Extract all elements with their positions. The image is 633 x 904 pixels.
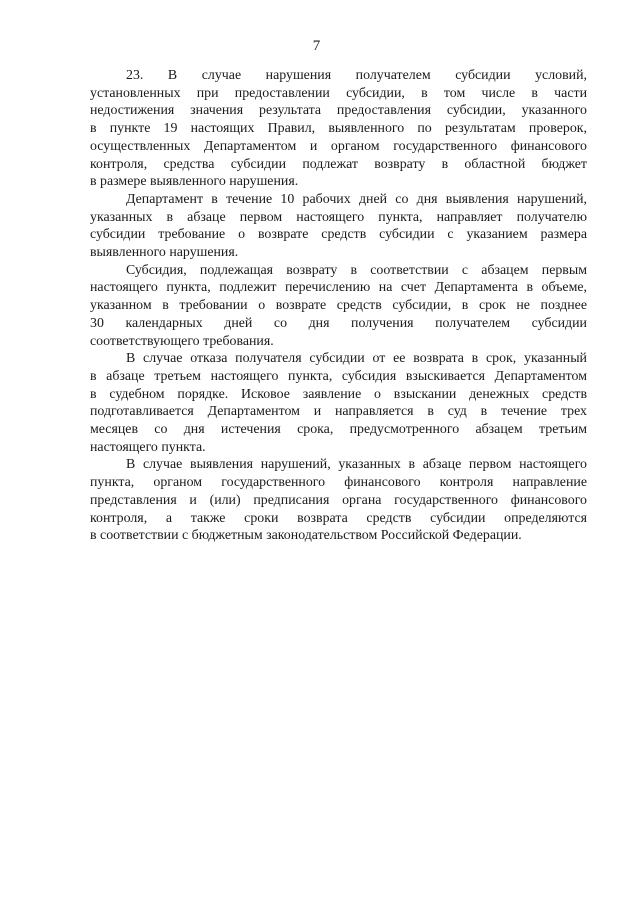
paragraph-refusal-court — [90, 350, 587, 456]
text-line: указанных в абзаце первом настоящего пункта, направляет получателю — [90, 209, 587, 225]
text-line: в абзаце третьем настоящего пункта, субсидия взыскивается Департаментом — [90, 368, 587, 384]
paragraph-financial-control — [90, 456, 587, 545]
text-line: Департамент в течение 10 рабочих дней со дня выявления нарушений, — [126, 191, 587, 207]
text-line: установленных при предоставлении субсидии, в том числе в части — [90, 85, 587, 101]
text-line: в судебном порядке. Исковое заявление о взыскании денежных средств — [90, 386, 587, 402]
text-line: указанном в требовании о возврате средств субсидии, в срок не позднее — [90, 298, 587, 314]
text-line: представления и (или) предписания органа государственного финансового — [90, 492, 587, 508]
paragraph-23-violation — [90, 67, 587, 191]
text-line: субсидии требование о возврате средств субсидии с указанием размера — [90, 227, 587, 243]
page-number: 7 — [312, 38, 321, 54]
text-line: осуществленных Департаментом и органом государственного финансового — [90, 138, 587, 154]
text-line: соответствующего требования. — [90, 333, 274, 349]
text-line: В случае выявления нарушений, указанных в абзаце первом настоящего — [126, 457, 587, 473]
text-line: 30 календарных дней со дня получения получателем субсидии — [90, 315, 587, 331]
text-line: в размере выявленного нарушения. — [90, 174, 299, 190]
text-line: Субсидия, подлежащая возврату в соответствии с абзацем первым — [126, 262, 587, 278]
text-line: подготавливается Департаментом и направляется в суд в течение трех — [90, 404, 587, 420]
text-line: настоящего пункта. — [90, 439, 206, 455]
text-line: 23. В случае нарушения получателем субсидии условий, — [126, 68, 587, 83]
paragraph-department-requirement — [90, 191, 587, 262]
paragraph-subsidy-return — [90, 262, 587, 351]
text-line: в пункте 19 настоящих Правил, выявленного по результатам проверок, — [90, 121, 587, 137]
text-line: В случае отказа получателя субсидии от ее возврата в срок, указанный — [126, 351, 587, 367]
text-line: пункта, органом государственного финансового контроля направление — [90, 475, 587, 491]
document-body — [90, 60, 587, 545]
text-line: недостижения значения результата предоставления субсидии, указанного — [90, 103, 587, 119]
text-line: контроля, а также сроки возврата средств субсидии определяются — [90, 510, 587, 526]
text-line: контроля, средства субсидии подлежат возврату в областной бюджет — [90, 156, 587, 172]
text-line: выявленного нарушения. — [90, 245, 239, 261]
text-line: в соответствии с бюджетным законодательством Российской Федерации. — [90, 528, 522, 544]
text-line: месяцев со дня истечения срока, предусмотренного абзацем третьим — [90, 422, 587, 438]
text-line: настоящего пункта, подлежит перечислению на счет Департамента в объеме, — [90, 280, 587, 296]
